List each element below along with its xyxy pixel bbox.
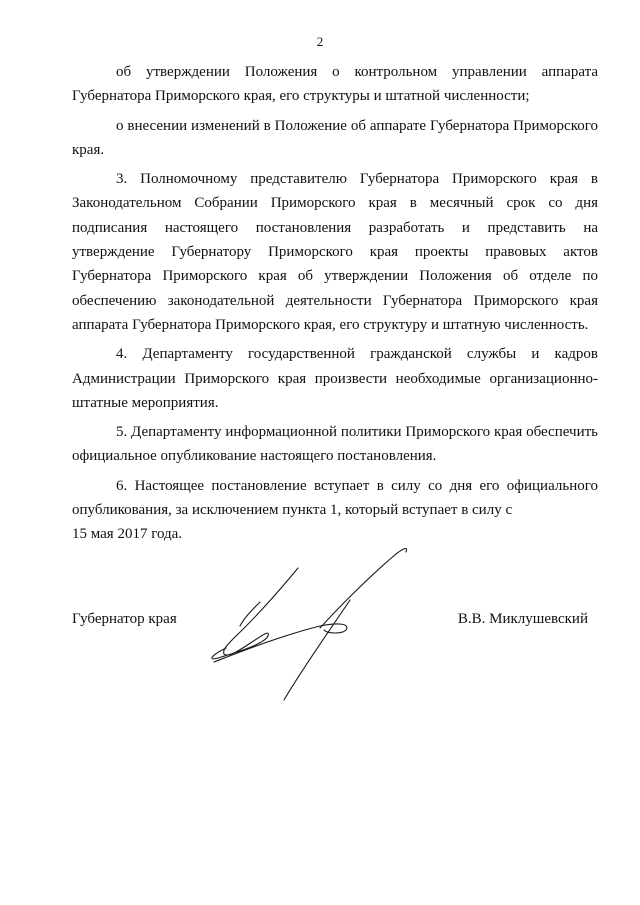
document-body (72, 60, 598, 547)
paragraph-1: об утверждении Положения о контрольном управлении аппарата Губернатора Приморского края, его структуры и штатной численности; (72, 64, 598, 105)
paragraph-2: о внесении изменений в Положение об аппарате Губернатора Приморского края. (72, 117, 598, 158)
handwritten-signature-icon (200, 540, 440, 710)
paragraph-6-date: 15 мая 2017 года. (72, 526, 183, 543)
paragraph-3: 3. Полномочному представителю Губернатора Приморского края в Законодательном Собрании Приморского края в месячный срок со дня подписания настоящего постановления разработать и представить на утверждение Губернатору Приморского края проекты правовых актов Губернатора Приморского края об утверждении Положения об отделе по обеспечению законодательной деятельности Губернатора Приморского края аппарата Губернатора Приморского края, его структуру и штатную численность. (72, 171, 598, 333)
paragraph-4: 4. Департаменту государственной гражданской службы и кадров Администрации Приморского края произвести необходимые организационно-штатные мероприятия. (72, 346, 598, 411)
page-number: 2 (316, 34, 324, 49)
signatory-name: В.В. Миклушевский (457, 611, 588, 627)
paragraph-6: 6. Настоящее постановление вступает в силу со дня его официального опубликования, за исключением пункта 1, который вступает в силу с (72, 477, 598, 519)
paragraph-5: 5. Департаменту информационной политики Приморского края обеспечить официальное опубликование настоящего постановления. (72, 424, 598, 465)
signatory-title: Губернатор края (72, 611, 177, 627)
